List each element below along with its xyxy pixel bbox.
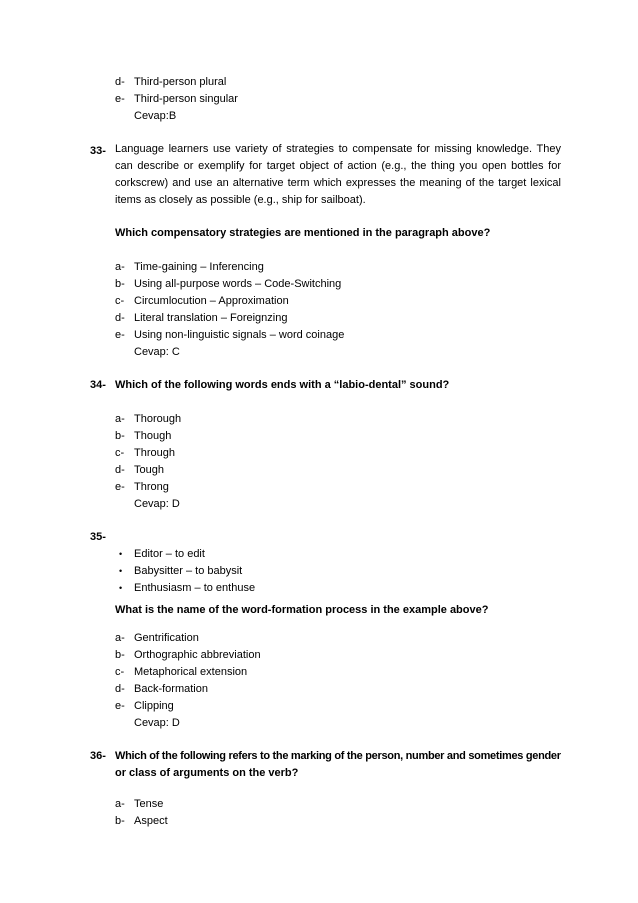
option-text: Aspect [134,815,168,827]
question-number: 36- [90,750,106,762]
example-text: Editor – to edit [134,548,205,560]
option-text: Literal translation – Foreignzing [134,312,288,324]
option-text: Thorough [134,413,182,425]
example-text: Enthusiasm – to enthuse [134,582,256,594]
option-letter: b- [115,430,125,442]
option-letter: c- [115,666,125,678]
question-number: 34- [90,379,106,391]
option-text: Metaphorical extension [134,666,248,678]
question-text: What is the name of the word-formation process in the example above? [115,604,489,616]
option-text: Orthographic abbreviation [134,649,261,661]
question-number: 35- [90,531,106,543]
bullet-icon: • [119,549,123,559]
answer-text: Cevap:B [134,110,177,122]
example-text: Babysitter – to babysit [134,565,243,577]
option-letter: b- [115,649,125,661]
option-letter: e- [115,700,125,712]
option-letter: a- [115,632,125,644]
option-letter: d- [115,312,125,324]
option-text: Third-person singular [134,93,238,105]
option-text: Time-gaining – Inferencing [134,261,264,273]
option-letter: a- [115,261,125,273]
option-letter: e- [115,329,125,341]
question-text: Which of the following words ends with a “labio-dental” sound? [115,379,450,391]
option-letter: e- [115,93,125,105]
option-text: Tough [134,464,164,476]
question-number: 33- [90,145,106,157]
question-paragraph: Language learners use variety of strategies to compensate for missing knowledge. They can describe or exemplify for target object of action (e.g., the thing you open bottles for corkscrew) and use an alternative term which expresses the meaning of the target lexical items as closely as possible (e.g., ship for sailboat). [115,143,561,206]
option-text: Throng [134,481,169,493]
option-text: Using all-purpose words – Code-Switching [134,278,342,290]
question-text: Which compensatory strategies are mentioned in the paragraph above? [115,227,491,239]
option-text: Using non-linguistic signals – word coinage [134,329,345,341]
answer-text: Cevap: D [134,717,180,729]
option-letter: d- [115,683,125,695]
option-letter: c- [115,295,125,307]
option-letter: b- [115,278,125,290]
option-text: Tense [134,798,164,810]
option-text: Though [134,430,172,442]
bullet-icon: • [119,566,123,576]
option-letter: a- [115,798,125,810]
option-letter: d- [115,464,125,476]
option-letter: c- [115,447,125,459]
option-text: Through [134,447,175,459]
option-text: Back-formation [134,683,208,695]
option-letter: e- [115,481,125,493]
option-text: Third-person plural [134,76,227,88]
option-text: Gentrification [134,632,199,644]
option-letter: a- [115,413,125,425]
answer-text: Cevap: C [134,346,180,358]
option-text: Clipping [134,700,174,712]
option-text: Circumlocution – Approximation [134,295,289,307]
question-text: or class of arguments on the verb? [115,767,299,779]
question-text: Which of the following refers to the marking of the person, number and sometimes gender [115,750,561,762]
answer-text: Cevap: D [134,498,180,510]
bullet-icon: • [119,583,123,593]
option-letter: b- [115,815,125,827]
option-letter: d- [115,76,125,88]
